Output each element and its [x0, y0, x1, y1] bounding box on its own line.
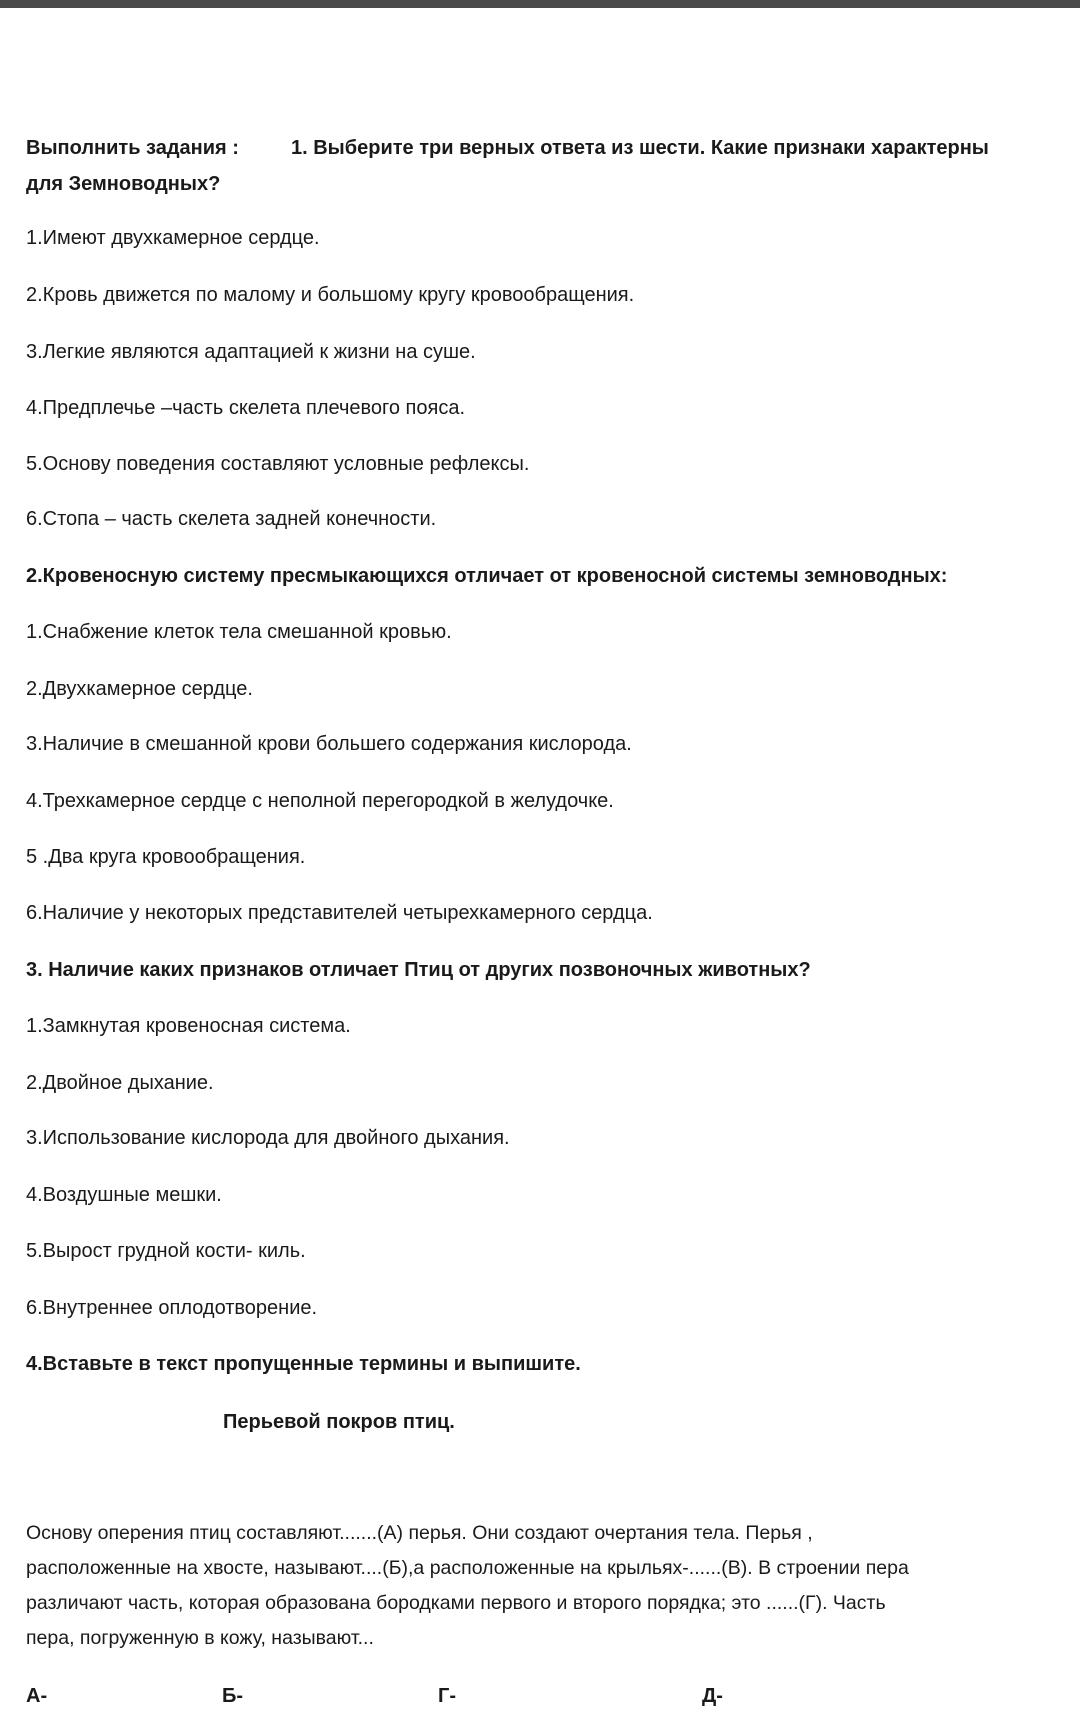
q4-paragraph-line-3: различают часть, которая образована бородками первого и второго порядка; это ......(Г). Часть — [26, 1592, 886, 1614]
q1-option-6: 6.Стопа – часть скелета задней конечности. — [26, 508, 437, 530]
q2-option-4: 4.Трехкамерное сердце с неполной перегородкой в желудочке. — [26, 790, 614, 812]
q4-paragraph-line-1: Основу оперения птиц составляют.......(А) перья. Они создают очертания тела. Перья , — [26, 1522, 813, 1544]
q2-option-3: 3.Наличие в смешанной крови большего содержания кислорода. — [26, 733, 632, 755]
q4-title: 4.Вставьте в текст пропущенные термины и выпишите. — [26, 1353, 581, 1375]
answer-label-b: Б- — [222, 1685, 244, 1707]
q4-paragraph-line-4: пера, погруженную в кожу, называют... — [26, 1627, 374, 1649]
q1-option-3: 3.Легкие являются адаптацией к жизни на суше. — [26, 341, 476, 363]
q2-option-2: 2.Двухкамерное сердце. — [26, 678, 253, 700]
top-border-bar — [0, 0, 1080, 8]
q1-title-line2: для Земноводных? — [26, 173, 221, 195]
q4-subtitle: Перьевой покров птиц. — [223, 1411, 455, 1433]
answer-label-d: Д- — [702, 1685, 723, 1707]
q2-option-1: 1.Снабжение клеток тела смешанной кровью. — [26, 621, 452, 643]
q2-title: 2.Кровеносную систему пресмыкающихся отличает от кровеносной системы земноводных: — [26, 565, 948, 587]
q1-title-line1: 1. Выберите три верных ответа из шести. Какие признаки характерны — [291, 137, 989, 159]
q1-option-5: 5.Основу поведения составляют условные рефлексы. — [26, 453, 530, 475]
q3-title: 3. Наличие каких признаков отличает Птиц от других позвоночных животных? — [26, 959, 811, 981]
q4-paragraph-line-2: расположенные на хвосте, называют....(Б),а расположенные на крыльях-......(В). В строении пера — [26, 1557, 909, 1579]
task-instruction-prefix: Выполнить задания : — [26, 137, 239, 159]
answer-label-g: Г- — [438, 1685, 456, 1707]
q3-option-6: 6.Внутреннее оплодотворение. — [26, 1297, 318, 1319]
q3-option-1: 1.Замкнутая кровеносная система. — [26, 1015, 351, 1037]
q1-option-2: 2.Кровь движется по малому и большому кругу кровообращения. — [26, 284, 635, 306]
q3-option-2: 2.Двойное дыхание. — [26, 1072, 214, 1094]
q2-option-6: 6.Наличие у некоторых представителей четырехкамерного сердца. — [26, 902, 653, 924]
q3-option-5: 5.Вырост грудной кости- киль. — [26, 1240, 306, 1262]
q1-option-4: 4.Предплечье –часть скелета плечевого пояса. — [26, 397, 466, 419]
answer-label-a: А- — [26, 1685, 48, 1707]
q2-option-5: 5 .Два круга кровообращения. — [26, 846, 306, 868]
q3-option-3: 3.Использование кислорода для двойного дыхания. — [26, 1127, 510, 1149]
q1-option-1: 1.Имеют двухкамерное сердце. — [26, 227, 320, 249]
q3-option-4: 4.Воздушные мешки. — [26, 1184, 222, 1206]
